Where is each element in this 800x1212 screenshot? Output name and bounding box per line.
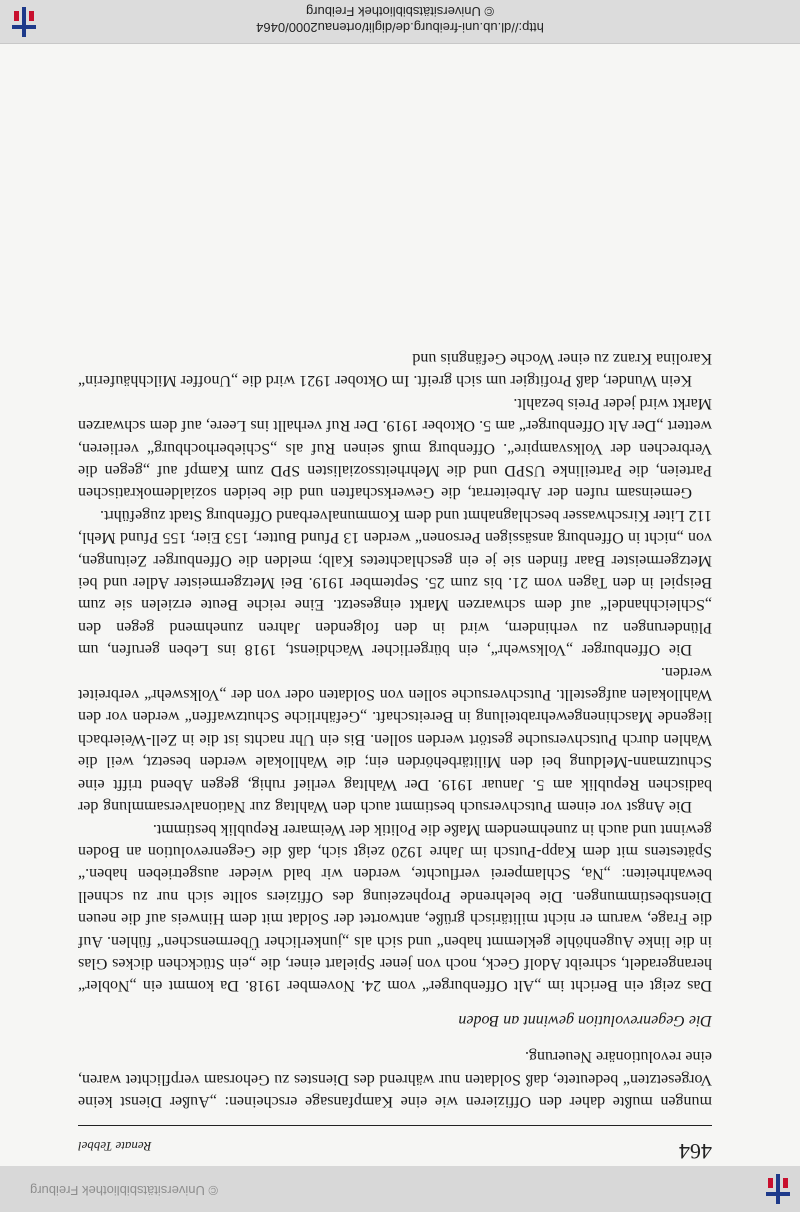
paragraph: Die Offenburger „Volkswehr“, ein bürgerlicher Wachdienst, 1918 ins Leben gerufen, um Plünderungen zu verhindern, wird in den folgenden Jahren zunehmend gegen den „Schleichhandel“ auf dem schwarzen Markt eingesetzt. Eine reiche Beute erzielen sie zum Beispiel in den Tagen vom 21. bis zum 25. September 1919. Bei Metzgermeister Adler und bei Metzgermeister Baar finden sie je ein geschlachtetes Kalb; melden die Offenburger Zeitungen, von „nicht in Offenburg ansässigen Personen“ werden 13 Pfund Butter, 153 Eier, 155 Pfund Mehl, 112 Liter Kirschwasser beschlagnahmt und dem Kommunalverband Offenburg Stadt zugeführt.	[78, 506, 712, 659]
source-url[interactable]: http://dl.ub.uni-freiburg.de/diglit/ortenau2000/0464	[256, 20, 544, 35]
paragraph: Das zeigt ein Bericht im „Alt Offenburger“ vom 24. November 1918. Da kommt ein „Nobler“ herangeradelt, schreibt Adolf Geck, noch von jener Spielart einer, die „ein Stückchen dickes Glas in die linke Augenhöhle geklemmt haben“ und sich als „junkerlicher Übermenschen“ fühlen. Auf die Frage, warum er nicht militärisch grüße, antwortet der Soldat mit dem Hinweis auf die neuen Dienstbestimmungen. Die belehrende Prophezeiung des Offiziers sollte sich nur zu schnell bewahrheiten: „Na, Schlamperei verfluchte, werden wir bald wieder ausgetrieben haben.“ Spätestens mit dem Kapp-Putsch im Jahre 1920 zeigt sich, daß die Gegenrevolution an Boden gewinnt und auch in zunehmendem Maße die Politik der Weimarer Republik bestimmt.	[78, 820, 712, 995]
paragraph: Die Angst vor einem Putschversuch bestimmt auch den Wahltag zur Nationalversammlung der badischen Republik am 5. Januar 1919. Der Wahltag verlief ruhig, gegen Abend trifft eine Schutzmann-Meldung bei den Militärbehörden ein; die Wahllokale werden besetzt, weil die Wahlen durch Putschversuche gestört werden sollen. Bis ein Uhr nachts ist die in Zell-Weierbach liegende Maschinengewehrabteilung in Bereitschaft. „Gefährliche Schutzwaffen“ werden vor den Wahllokalen aufgestellt. Putschversuche sollen von Soldaten oder von der „Volkswehr“ verbreitet werden.	[78, 663, 712, 816]
running-head: Renate Tebbel	[78, 1139, 152, 1154]
bottom-banner	[0, 0, 800, 44]
top-banner	[0, 1165, 800, 1212]
paragraph: Gemeinsam rufen der Arbeiterrat, die Gewerkschaften und die beiden sozialdemokratischen Parteien, die Parteilinke USPD und die Mehrheitssozialisten SPD zum Kampf auf „gegen die Verbrechen der Volksvampire“. Offenburg muß seinen Ruf als „Schieberhochburg“ verlieren, wettert „Der Alt Offenburger“ am 5. Oktober 1919. Der Ruf verhallt ins Leere, auf dem schwarzen Markt wird jeder Preis bezahlt.	[78, 394, 712, 502]
library-logo-icon	[766, 1174, 790, 1204]
paragraph: Kein Wunder, daß Profitgier um sich greift. Im Oktober 1921 wird die „Unoffer Milchhäuferin“ Karolina Kranz zu einer Woche Gefängnis und	[78, 350, 712, 390]
body-text	[78, 347, 712, 1112]
section-heading: Die Gegenrevolution gewinnt an Boden	[458, 1011, 712, 1029]
page-header	[78, 1125, 712, 1166]
source-copyright: © Universitätsbibliothek Freiburg	[305, 4, 495, 19]
source-info	[0, 3, 800, 35]
paragraph: mungen mußte daher den Offizieren wie eine Kampfansage erscheinen: „Außer Dienst keine Vorgesetzten“ bedeutete, daß Soldaten nur während des Dienstes zu Gehorsam verpflichtet waren, eine revolutionäre Neuerung.	[78, 1048, 712, 1110]
page-number: 464	[679, 1139, 712, 1164]
top-banner-copyright: © Universitätsbibliothek Freiburg	[30, 1183, 219, 1198]
